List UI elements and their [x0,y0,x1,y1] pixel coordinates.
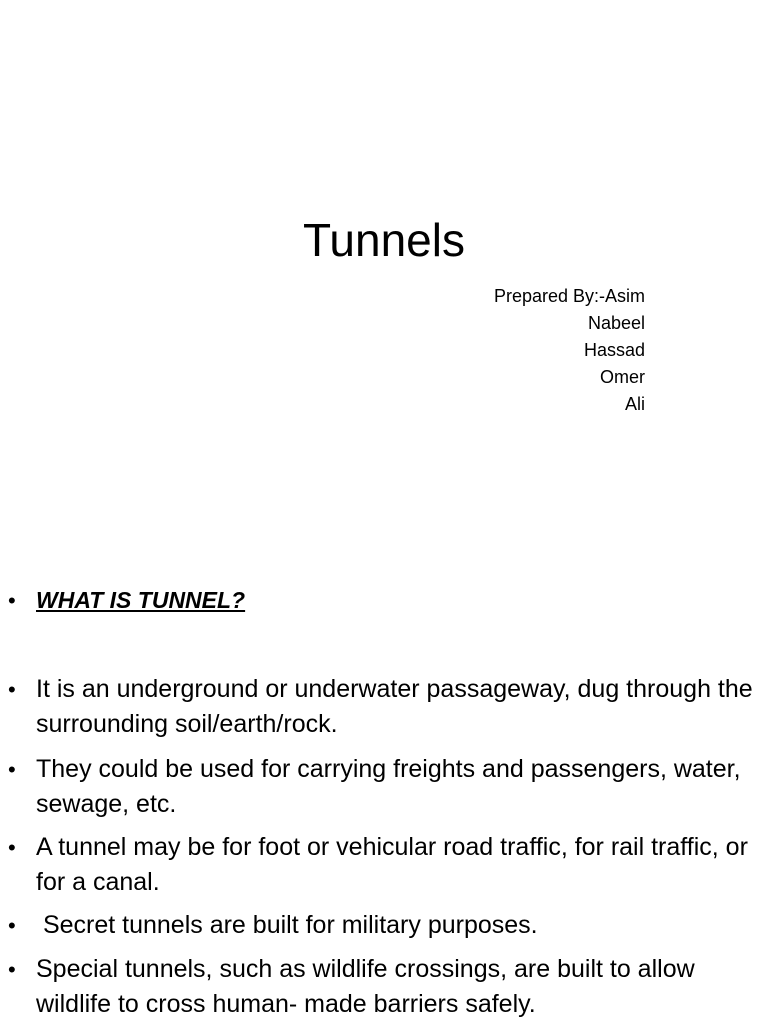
bullet-heading [8,583,760,618]
author-list [494,283,645,418]
bullet-text: It is an underground or underwater passageway, dug through the surrounding soil/earth/rock. [36,675,753,738]
slide-title: Tunnels [303,214,465,266]
author-line: Ali [624,394,645,414]
author-line: Nabeel [587,313,645,333]
bullet-text: A tunnel may be for foot or vehicular road traffic, for rail traffic, or for a canal. [36,833,748,896]
bullet-dot: • [8,588,16,613]
list-item [8,752,760,822]
list-item [8,952,760,1022]
bullet-dot: • [8,835,16,860]
list-item [8,672,760,742]
author-line: Omer [600,367,645,387]
section-heading: WHAT IS TUNNEL? [36,587,246,613]
content-slide [0,540,768,1024]
author-line: Hassad [583,340,645,360]
bullet-text: Secret tunnels are built for military purposes. [36,911,538,939]
list-item [8,908,760,943]
bullet-dot: • [8,757,16,782]
bullet-dot: • [8,677,16,702]
bullet-text: They could be used for carrying freights and passengers, water, sewage, etc. [36,755,741,818]
list-item [8,830,760,900]
bullet-text: Special tunnels, such as wildlife crossings, are built to allow wildlife to cross human- made barriers safely. [36,955,695,1018]
bullet-dot: • [8,913,16,938]
author-line: Prepared By:-Asim [493,286,645,306]
bullet-dot: • [8,957,16,982]
